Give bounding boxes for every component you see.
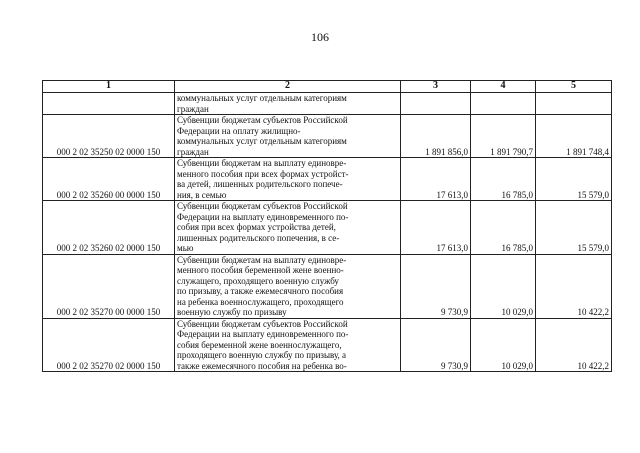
row-value-col-3: 9 730,9 [401,318,471,372]
row-description [175,254,401,318]
table-row [43,115,612,158]
description-line: проходящего военную службу по призыву, а [177,350,347,360]
description-line: по призыву, а также ежемесячного пособия [177,286,344,296]
table-body [43,93,612,372]
description-line: коммунальных услуг отдельным категориям [177,93,347,103]
description-line: Федерации на оплату жилищно- [177,125,301,136]
row-code [43,93,175,115]
table-row [43,318,612,372]
header-col-4: 4 [471,81,536,93]
description-line: собия при всех формах устройства детей, [177,222,336,232]
description-line: Субвенции бюджетам субъектов Российской [177,318,348,329]
description-line: ния, в семью [177,189,227,200]
row-value-col-5: 10 422,2 [536,318,612,372]
row-description [175,93,401,115]
description-line: Федерации на выплату единовременного по- [177,329,349,339]
row-value-col-3 [401,93,471,115]
description-line: коммунальных услуг отдельным категориям [177,136,347,146]
header-col-2: 2 [175,81,401,93]
row-value-col-3: 1 891 856,0 [401,115,471,158]
description-line: менного пособия беременной жене военно- [177,265,344,275]
row-value-col-3: 17 613,0 [401,201,471,255]
description-line: служащего, проходящего военную службу [177,275,339,286]
description-line: Федерации на выплату единовременного по- [177,211,349,222]
row-code: 000 2 02 35270 02 0000 150 [43,318,175,372]
description-line: граждан [177,103,209,114]
description-line: Субвенции бюджетам субъектов Российской [177,115,348,125]
row-value-col-4: 1 891 790,7 [471,115,536,158]
row-value-col-5: 15 579,0 [536,201,612,255]
row-code: 000 2 02 35250 02 0000 150 [43,115,175,158]
row-description [175,318,401,372]
row-description [175,158,401,201]
description-line: собия беременной жене военнослужащего, [177,339,342,350]
row-value-col-4: 16 785,0 [471,158,536,201]
row-code: 000 2 02 35260 00 0000 150 [43,158,175,201]
description-line: Субвенции бюджетам субъектов Российской [177,201,348,211]
row-value-col-5: 1 891 748,4 [536,115,612,158]
row-description [175,115,401,158]
description-line: также ежемесячного пособия на ребенка во- [177,360,347,371]
row-code: 000 2 02 35270 00 0000 150 [43,254,175,318]
description-line: граждан [177,146,209,157]
table-row [43,158,612,201]
row-value-col-4 [471,93,536,115]
description-line: Субвенции бюджетам на выплату единовре- [177,254,347,265]
row-value-col-5 [536,93,612,115]
description-line: Субвенции бюджетам на выплату единовре- [177,158,347,168]
description-line: мью [177,243,194,253]
table-row [43,201,612,255]
row-value-col-4: 10 029,0 [471,318,536,372]
header-col-1: 1 [43,81,175,93]
table-row [43,93,612,115]
description-line: на ребенка военнослужащего, проходящего [177,296,344,307]
row-value-col-5: 15 579,0 [536,158,612,201]
row-value-col-4: 16 785,0 [471,201,536,255]
row-code: 000 2 02 35260 02 0000 150 [43,201,175,255]
description-line: лишенных родительского попечения, в се- [177,232,340,243]
row-value-col-3: 9 730,9 [401,254,471,318]
table-row [43,254,612,318]
description-line: военную службу по призыву [177,307,287,317]
header-col-5: 5 [536,81,612,93]
row-value-col-3: 17 613,0 [401,158,471,201]
description-line: менного пособия при всех формах устройст- [177,168,349,179]
header-col-3: 3 [401,81,471,93]
row-value-col-5: 10 422,2 [536,254,612,318]
budget-table [42,80,612,372]
row-value-col-4: 10 029,0 [471,254,536,318]
description-line: ва детей, лишенных родительского попече- [177,179,343,189]
row-description [175,201,401,255]
page-number: 106 [311,30,329,44]
header-row [43,81,612,93]
